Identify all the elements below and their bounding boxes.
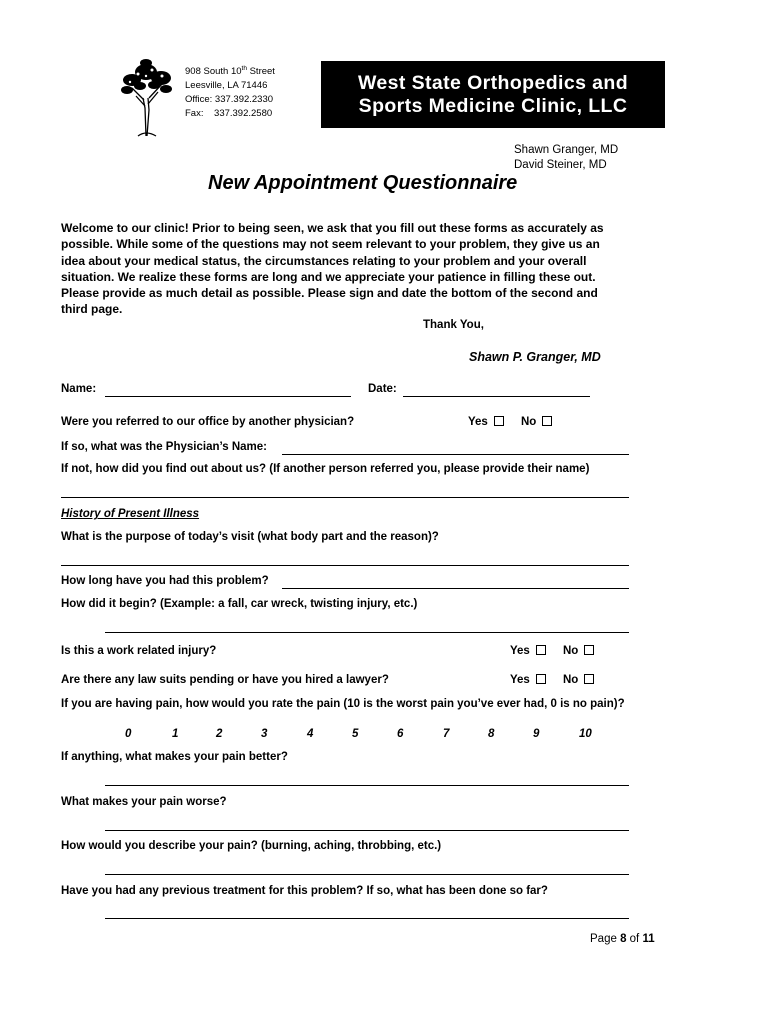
signature: Shawn P. Granger, MD [469, 350, 601, 364]
how-long-field[interactable] [282, 588, 629, 589]
page-total: 11 [642, 933, 655, 945]
intro-paragraph: Welcome to our clinic! Prior to being seen, we ask that you fill out these forms as accurately as possible. While some of the questions may not seem relevant to your problem, they give us an idea about your medical status, the circumstances relating to your problem and your overall situation. We realize these forms are long and we appreciate your patience in filling these out. Please provide as much detail as possible. Please sign and date the bottom of the second and third page. [61, 221, 604, 317]
purpose-question: What is the purpose of today’s visit (what body part and the reason)? [61, 531, 439, 543]
pain-worse-question: What makes your pain worse? [61, 796, 227, 808]
clinic-name-banner [321, 61, 665, 128]
pain-describe-field[interactable] [105, 874, 629, 875]
page-of: of [626, 933, 643, 945]
lawsuit-question: Are there any law suits pending or have you hired a lawyer? [61, 674, 389, 686]
date-label: Date: [368, 383, 397, 395]
physician-name-label: If so, what was the Physician’s Name: [61, 441, 268, 453]
name-field[interactable] [105, 396, 351, 397]
no-checkbox[interactable] [584, 645, 594, 655]
lawsuit-yes[interactable] [510, 674, 546, 686]
no-checkbox[interactable] [542, 416, 552, 426]
pain-scale-5[interactable]: 5 [352, 728, 359, 740]
fax-number: Fax: 337.392.2580 [185, 108, 273, 120]
no-label: No [563, 645, 579, 657]
address-sup: th [241, 65, 247, 72]
purpose-field[interactable] [61, 565, 629, 566]
doctor-name: David Steiner, MD [514, 159, 607, 171]
how-long-question: How long have you had this problem? [61, 575, 269, 587]
name-label: Name: [61, 383, 97, 395]
page-title: New Appointment Questionnaire [208, 172, 518, 194]
work-no[interactable] [563, 645, 594, 657]
history-heading: History of Present Illness [61, 508, 200, 520]
pain-scale-1[interactable]: 1 [172, 728, 179, 740]
begin-field[interactable] [105, 632, 629, 633]
tree-icon [118, 58, 174, 138]
lawsuit-no[interactable] [563, 674, 594, 686]
pain-worse-field[interactable] [105, 830, 629, 831]
office-phone: Office: 337.392.2330 [185, 94, 274, 106]
address-street: 908 South 10 [185, 66, 242, 78]
yes-label: Yes [510, 674, 530, 686]
treatment-question: Have you had any previous treatment for this problem? If so, what has been done so far? [61, 885, 548, 897]
no-label: No [563, 674, 579, 686]
address-city: Leesville, LA 71446 [185, 80, 268, 92]
pain-scale-9[interactable]: 9 [533, 728, 540, 740]
page-current: 8 [620, 933, 627, 945]
pain-scale-6[interactable]: 6 [397, 728, 404, 740]
no-checkbox[interactable] [584, 674, 594, 684]
referred-question: Were you referred to our office by another physician? [61, 416, 355, 428]
clinic-name-line2: Sports Medicine Clinic, LLC [358, 95, 628, 117]
clinic-address [185, 62, 275, 121]
yes-checkbox[interactable] [494, 416, 504, 426]
pain-scale-7[interactable]: 7 [443, 728, 450, 740]
doctor-name: Shawn Granger, MD [514, 144, 619, 156]
date-field[interactable] [403, 396, 590, 397]
yes-checkbox[interactable] [536, 645, 546, 655]
address-street-suffix: Street [246, 66, 275, 78]
no-label: No [521, 416, 537, 428]
work-injury-question: Is this a work related injury? [61, 645, 217, 657]
yes-label: Yes [510, 645, 530, 657]
pain-scale-3[interactable]: 3 [261, 728, 268, 740]
pain-describe-question: How would you describe your pain? (burning, aching, throbbing, etc.) [61, 840, 442, 852]
pain-scale-4[interactable]: 4 [307, 728, 314, 740]
pain-scale-10[interactable]: 10 [579, 728, 592, 740]
doctor-list [514, 143, 618, 173]
pain-scale-2[interactable]: 2 [216, 728, 223, 740]
thank-you: Thank You, [423, 319, 484, 331]
referred-yes[interactable] [468, 416, 504, 428]
treatment-field[interactable] [105, 918, 629, 919]
found-us-field[interactable] [61, 497, 629, 498]
referred-no[interactable] [521, 416, 552, 428]
yes-checkbox[interactable] [536, 674, 546, 684]
physician-name-field[interactable] [282, 454, 629, 455]
work-yes[interactable] [510, 645, 546, 657]
clinic-name-line1: West State Orthopedics and [357, 72, 629, 94]
page-prefix: Page [590, 933, 621, 945]
pain-better-question: If anything, what makes your pain better? [61, 751, 288, 763]
pain-scale-8[interactable]: 8 [488, 728, 495, 740]
page-number [590, 933, 655, 945]
yes-label: Yes [468, 416, 488, 428]
pain-better-field[interactable] [105, 785, 629, 786]
found-us-question: If not, how did you find out about us? (If another person referred you, please provide their name) [61, 463, 590, 475]
pain-scale-0[interactable]: 0 [125, 728, 132, 740]
pain-rating-question: If you are having pain, how would you rate the pain (10 is the worst pain you’ve ever had, 0 is no pain)? [61, 698, 625, 710]
begin-question: How did it begin? (Example: a fall, car wreck, twisting injury, etc.) [61, 598, 418, 610]
